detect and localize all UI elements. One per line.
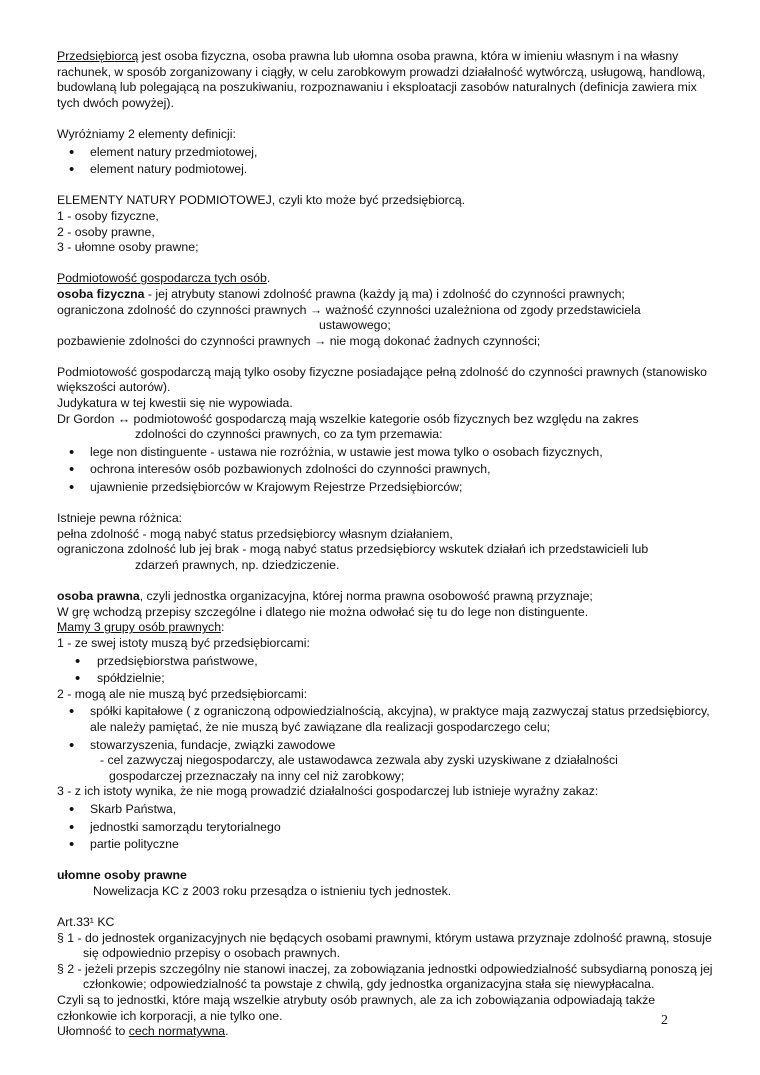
limited-capacity-cont: ustawowego; bbox=[319, 318, 391, 333]
list-item: • spółki kapitałowe ( z ograniczoną odpowiedzialnością, akcyjna), w praktyce mają zazwyczaj status przedsiębiorcy, ale należy pamiętać, że nie muszą być zawiązane dla realizacji gospodarczego celu; bbox=[57, 704, 717, 735]
paragraph: pełna zdolność - mogą nabyć status przedsiębiorcy własnym działaniem, bbox=[57, 526, 453, 541]
list-item: • stowarzyszenia, fundacje, związki zawodowe bbox=[57, 738, 717, 754]
group-1-list bbox=[57, 654, 717, 687]
list-line: 3 - ułomne osoby prawne; bbox=[57, 240, 199, 255]
list-item: • przedsiębiorstwa państwowe, bbox=[57, 654, 717, 670]
group-2-list bbox=[57, 704, 717, 753]
list-item: • jednostki samorządu terytorialnego bbox=[57, 820, 717, 836]
text: . bbox=[225, 1024, 229, 1039]
closing-line bbox=[57, 1024, 717, 1040]
groups-rest: : bbox=[221, 620, 225, 635]
text: , czyli jednostka organizacyjna, której norma prawna osobowość prawną przyznaje; bbox=[139, 589, 593, 604]
bold-term: osoba fizyczna bbox=[57, 286, 145, 301]
group-1: 1 - ze swej istoty muszą być przedsiębiorcami: bbox=[57, 635, 310, 650]
paragraph: ograniczona zdolność lub jej brak - mogą nabyć status przedsiębiorcy wskutek działań ich przedstawicieli lub bbox=[57, 542, 649, 557]
subheading bbox=[57, 271, 717, 287]
section-1: § 1 - do jednostek organizacyjnych nie będących osobami prawnymi, którym ustawa przyznaje zdolność prawną, stosuje się odpowiednio przepisy o osobach prawnych. bbox=[57, 930, 712, 961]
group-3: 3 - z ich istoty wynika, że nie mogą prowadzić działalności gospodarczej lub istnieje wyraźny zakaz: bbox=[57, 784, 599, 799]
subheading-rest: . bbox=[266, 271, 271, 286]
gordon-line: Dr Gordon ↔ podmiotowość gospodarczą mają wszelkie kategorie osób fizycznych bez względu na zakres bbox=[57, 411, 639, 426]
paragraph: Czyli są to jednostki, które mają wszelkie atrybuty osób prawnych, ale za ich zobowiązania odpowiadają także członkowie ich korporacji, a nie tylko one. bbox=[57, 993, 656, 1023]
groups-heading bbox=[57, 620, 717, 636]
list-item: • spółdzielnie; bbox=[57, 671, 717, 687]
list-item: • partie polityczne bbox=[57, 837, 717, 853]
natural-person-line bbox=[57, 287, 717, 303]
ulomne-heading: ułomne osoby prawne bbox=[57, 868, 187, 883]
term-przedsiebiorca: Przedsiębiorcą bbox=[57, 49, 139, 63]
list-item: • ochrona interesów osób pozbawionych zdolności do czynności prawnych, bbox=[57, 462, 717, 478]
section-heading: ELEMENTY NATURY PODMIOTOWEJ, czyli kto może być przedsiębiorcą. bbox=[57, 193, 466, 208]
elements-list bbox=[57, 145, 717, 178]
legal-person-line bbox=[57, 589, 717, 605]
list-item: • element natury podmiotowej. bbox=[57, 162, 717, 178]
definition-text: jest osoba fizyczna, osoba prawna lub ułomna osoba prawna, która w imieniu własnym i na własny rachunek, w sposób zorganizowany i ciągły, w celu zarobkowym prowadzi działalność wytwórczą, usługową, handlową, budowlaną lub polegającą na poszukiwaniu, rozpoznawaniu i eksploatacji zasobów naturalnych (definicja zawiera mix tych dwóch powyżej). bbox=[57, 49, 706, 110]
paragraph: W grę wchodzą przepisy szczególne i dlatego nie można odwołać się tu do lege non distinguente. bbox=[57, 604, 589, 619]
arguments-list bbox=[57, 445, 717, 496]
paragraph-cont: zdarzeń prawnych, np. dziedziczenie. bbox=[135, 558, 340, 572]
list-line: 2 - osoby prawne, bbox=[57, 224, 155, 239]
group-2: 2 - mogą ale nie muszą być przedsiębiorcami: bbox=[57, 686, 308, 701]
article-ref: Art.33¹ KC bbox=[57, 915, 115, 930]
subheading-underlined: Podmiotowość gospodarcza tych osób bbox=[57, 271, 267, 286]
definition-paragraph bbox=[57, 49, 717, 111]
list-item: • Skarb Państwa, bbox=[57, 802, 717, 818]
group-2-sub-cont: gospodarczej przeznaczały na inny cel niż zarobkowy; bbox=[109, 768, 405, 783]
group-2-sub: - cel zazwyczaj niegospodarczy, ale ustawodawca zezwala aby zyski uzyskiwane z działalności bbox=[100, 753, 618, 768]
paragraph: Istnieje pewna różnica: bbox=[57, 511, 183, 526]
group-3-list bbox=[57, 802, 717, 853]
list-line: 1 - osoby fizyczne, bbox=[57, 208, 159, 223]
document-page bbox=[57, 49, 717, 1040]
paragraph: Judykatura w tej kwestii się nie wypowiada. bbox=[57, 396, 293, 411]
list-item: • lege non distinguente - ustawa nie rozróżnia, w ustawie jest mowa tylko o osobach fizycznych, bbox=[57, 445, 717, 461]
list-item: • element natury przedmiotowej, bbox=[57, 145, 717, 161]
limited-capacity-line: ograniczona zdolność do czynności prawnych → ważność czynności uzależniona od zgody przedstawiciela bbox=[57, 302, 641, 317]
underlined-term: cech normatywna bbox=[128, 1024, 226, 1039]
section-2: § 2 - jeżeli przepis szczególny nie stanowi inaczej, za zobowiązania jednostki odpowiedzialność subsydiarną ponoszą jej członkowie; odpowiedzialność ta powstaje z chwilą, gdy jednostka organizacyjna stała się niewypłacalna. bbox=[57, 961, 713, 992]
deprived-capacity-line: pozbawienie zdolności do czynności prawnych → nie mogą dokonać żadnych czynności; bbox=[57, 333, 541, 348]
page-number: 2 bbox=[661, 1013, 668, 1028]
list-item: • ujawnienie przedsiębiorców w Krajowym Rejestrze Przedsiębiorców; bbox=[57, 480, 717, 496]
groups-underlined: Mamy 3 grupy osób prawnych bbox=[57, 620, 222, 635]
gordon-line-cont: zdolności do czynności prawnych, co za tym przemawia: bbox=[135, 427, 443, 442]
bold-term: osoba prawna bbox=[57, 589, 140, 604]
text: Ułomność to bbox=[57, 1024, 129, 1039]
text: - jej atrybuty stanowi zdolność prawna (każdy ją ma) i zdolność do czynności prawnych; bbox=[144, 286, 625, 301]
paragraph: Podmiotowość gospodarczą mają tylko osoby fizyczne posiadające pełną zdolność do czynności prawnych (stanowisko większości autorów). bbox=[57, 364, 708, 395]
paragraph: Nowelizacja KC z 2003 roku przesądza o istnieniu tych jednostek. bbox=[93, 883, 452, 898]
elements-intro: Wyróżniamy 2 elementy definicji: bbox=[57, 126, 236, 141]
